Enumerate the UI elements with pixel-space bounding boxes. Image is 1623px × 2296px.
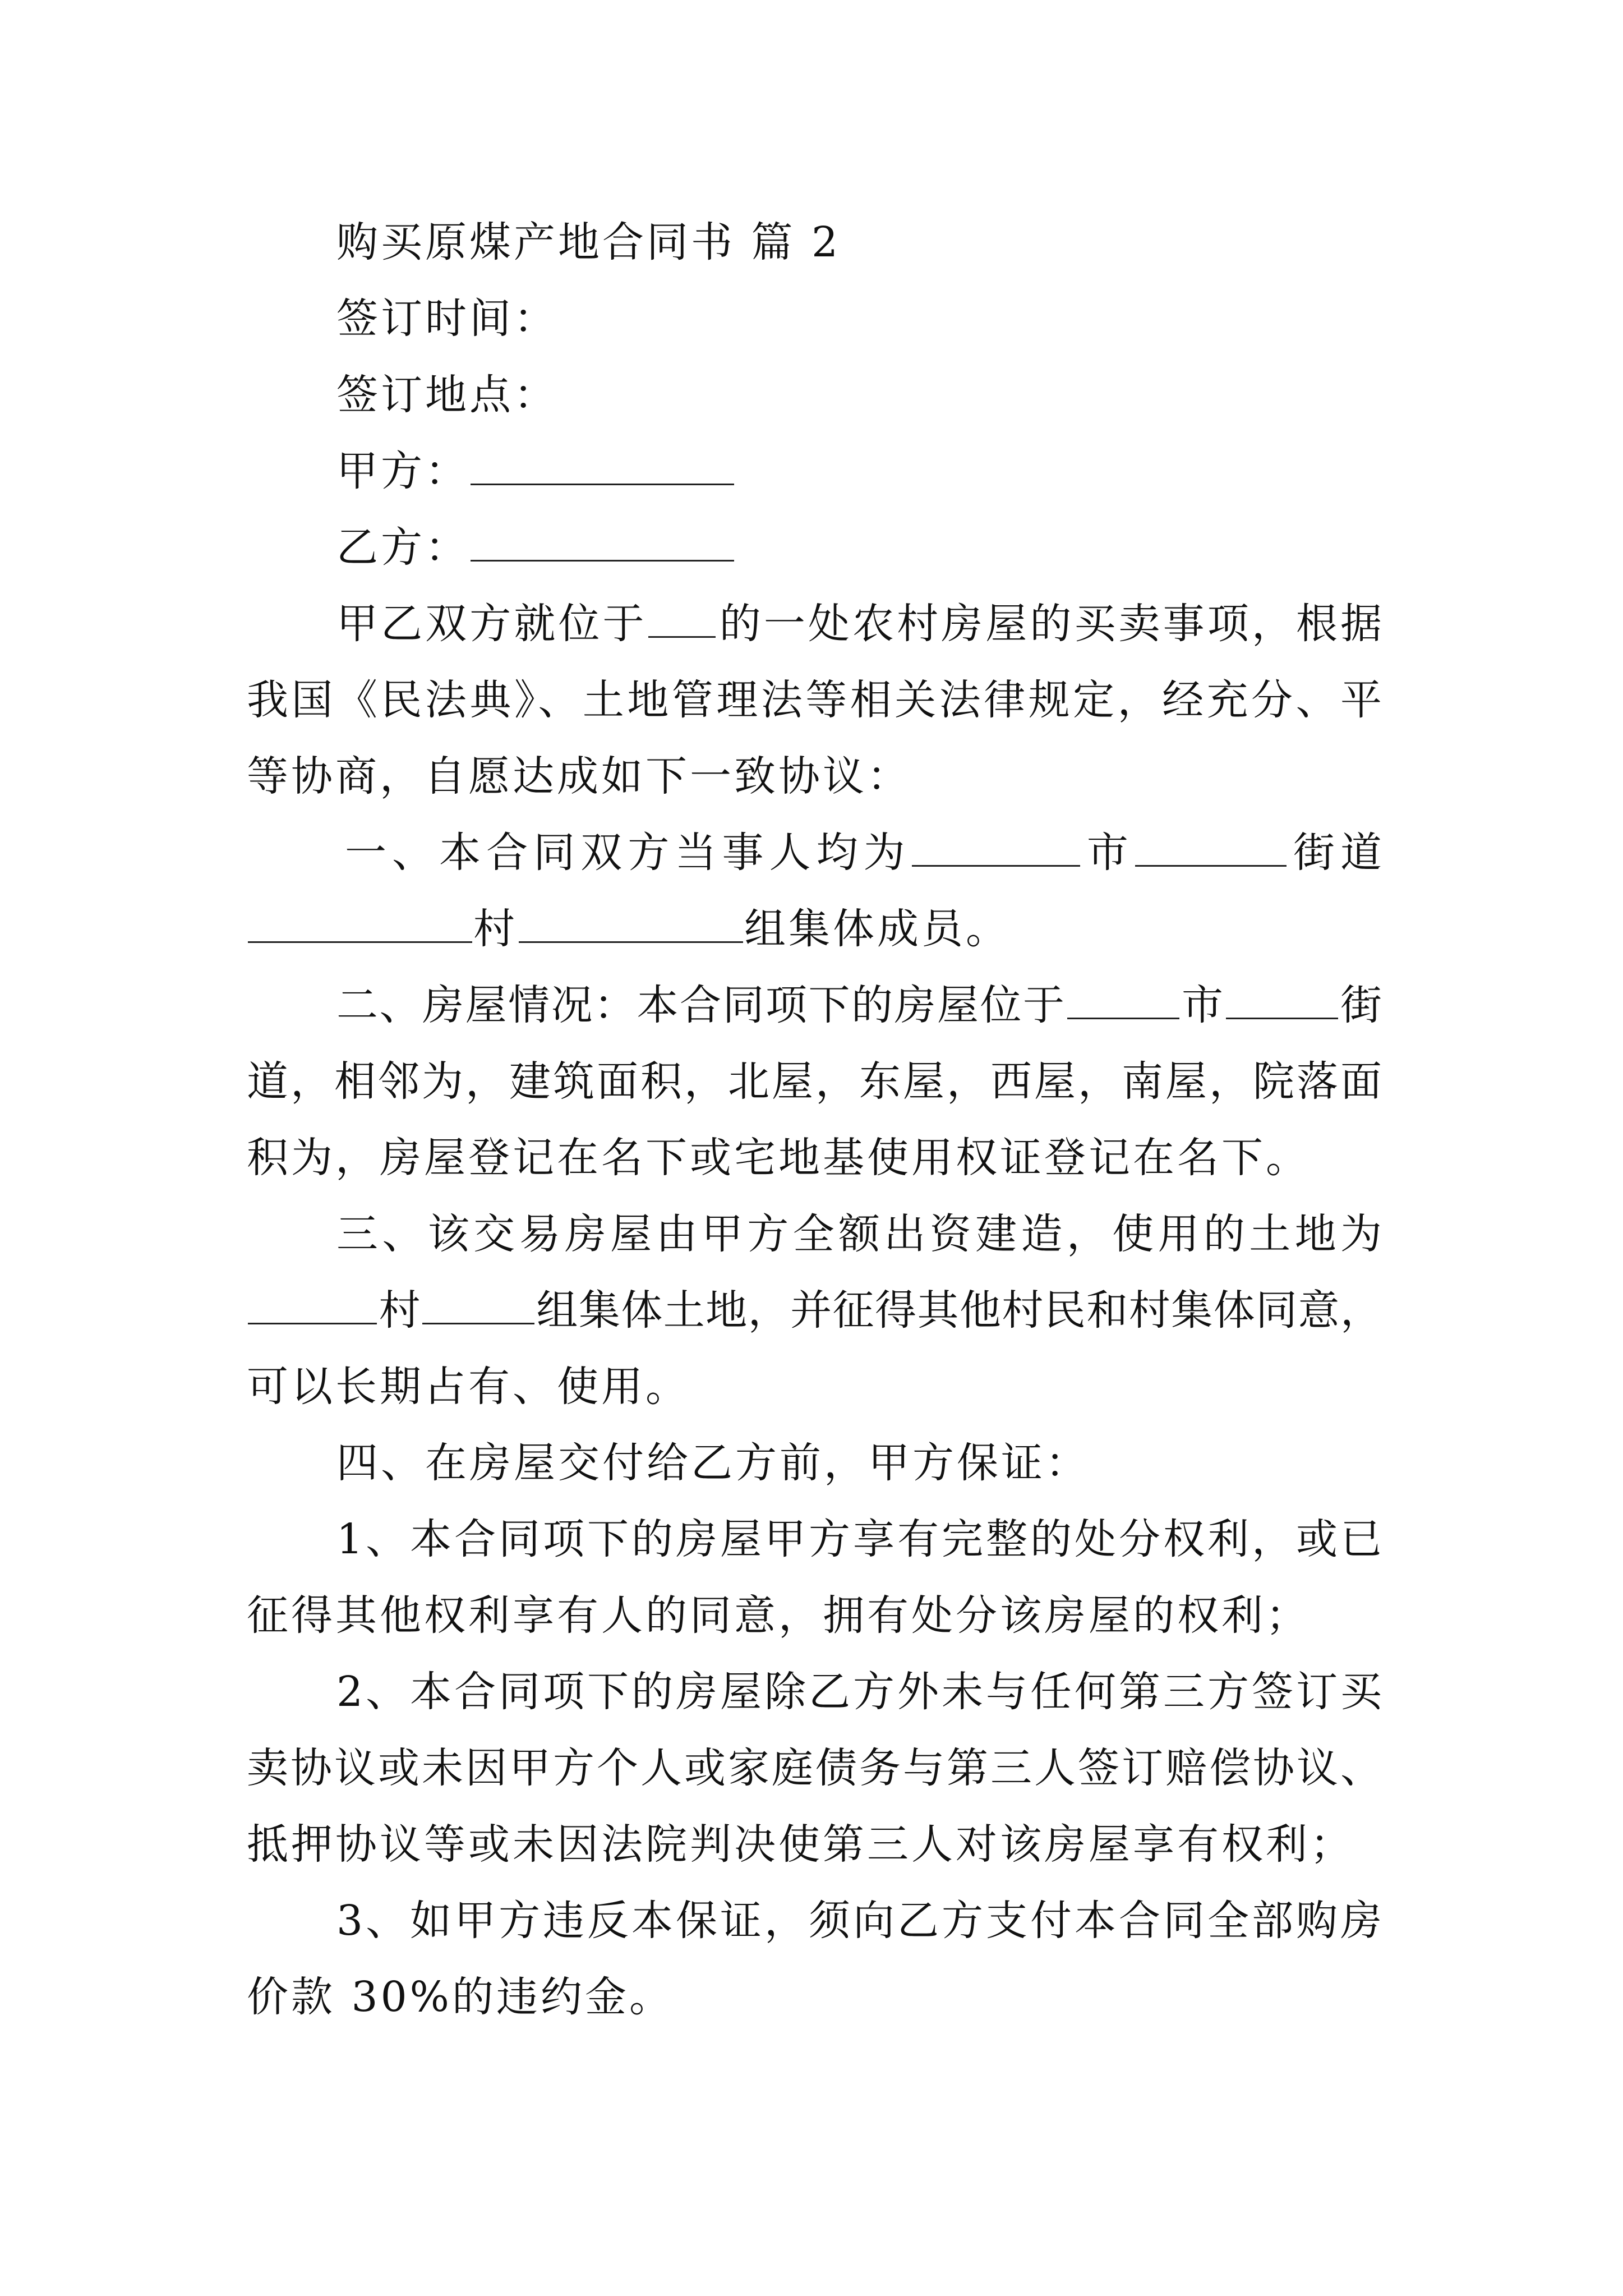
intro-line-1 [336, 596, 1382, 652]
clause-4-item-2-line-1: 2、本合同项下的房屋除乙方外未与任何第三方签订买 [336, 1668, 1382, 1716]
clause-2-line-3: 积为，房屋登记在名下或宅地基使用权证登记在名下。 [247, 1134, 1310, 1182]
village-blank [248, 902, 472, 943]
clause-1-text-d: 村 [473, 905, 518, 953]
clause-4-item-1-line-2: 征得其他权利享有人的同意，拥有处分该房屋的权利； [247, 1591, 1310, 1640]
party-b-blank [471, 521, 734, 562]
intro-line-2: 我国《民法典》、土地管理法等相关法律规定，经充分、平 [247, 676, 1382, 724]
party-a-label: 甲方： [336, 447, 469, 495]
house-city-blank [1067, 978, 1179, 1019]
clause-2-text-a: 二、房屋情况：本合同项下的房屋位于 [336, 981, 1066, 1029]
clause-4-item-1-line-1: 1、本合同项下的房屋甲方享有完整的处分权利，或已 [336, 1515, 1382, 1563]
clause-2-text-c: 街 [1339, 981, 1382, 1029]
clause-1-text-c: 街道 [1287, 829, 1382, 877]
clause-2-text-b: 市 [1180, 981, 1225, 1029]
house-street-blank [1226, 978, 1338, 1019]
intro-line-3: 等协商，自愿达成如下一致协议： [247, 752, 911, 800]
intro-text-1b: 的一处农村房屋的买卖事项，根据 [716, 600, 1382, 648]
land-group-blank [422, 1283, 534, 1324]
clause-4-item-2-line-3: 抵押协议等或未因法院判决使第三人对该房屋享有权利； [247, 1820, 1354, 1869]
clause-1-text-e: 组集体成员。 [744, 905, 1010, 953]
clause-3-line-3: 可以长期占有、使用。 [247, 1363, 690, 1411]
party-b-label: 乙方： [336, 523, 469, 572]
clause-1-line-1 [345, 825, 1382, 881]
clause-3-line-2 [247, 1282, 1382, 1338]
clause-1-line-2 [247, 901, 1010, 957]
clause-4-heading: 四、在房屋交付给乙方前，甲方保证： [336, 1439, 1090, 1487]
street-blank [1135, 826, 1287, 867]
group-blank [519, 902, 743, 943]
intro-text-1a: 甲乙双方就位于 [336, 600, 647, 648]
clause-1-text-b: 市 [1081, 829, 1134, 877]
land-village-blank [248, 1283, 377, 1324]
party-b-line [336, 519, 735, 576]
clause-2-line-1 [336, 977, 1382, 1033]
sign-time-label: 签订时间： [336, 295, 558, 343]
clause-4-item-3-line-2: 价款 30%的违约金。 [247, 1973, 674, 2021]
party-a-blank [471, 444, 734, 485]
clause-3-line-1: 三、该交易房屋由甲方全额出资建造，使用的土地为 [336, 1210, 1382, 1258]
sign-place-label: 签订地点： [336, 371, 558, 419]
document-title: 购买原煤产地合同书 篇 2 [336, 218, 841, 266]
clause-3-text-b: 组集体土地，并征得其他村民和村集体同意， [535, 1286, 1382, 1335]
clause-3-text-a: 村 [378, 1286, 421, 1335]
city-blank [912, 826, 1080, 867]
location-blank [648, 597, 716, 638]
clause-1-text-a: 一、本合同双方当事人均为 [345, 829, 911, 877]
clause-2-line-2: 道，相邻为，建筑面积，北屋，东屋，西屋，南屋，院落面 [247, 1057, 1382, 1106]
clause-4-item-3-line-1: 3、如甲方违反本保证，须向乙方支付本合同全部购房 [336, 1897, 1382, 1945]
party-a-line [336, 443, 735, 499]
clause-4-item-2-line-2: 卖协议或未因甲方个人或家庭债务与第三人签订赔偿协议、 [247, 1744, 1382, 1792]
